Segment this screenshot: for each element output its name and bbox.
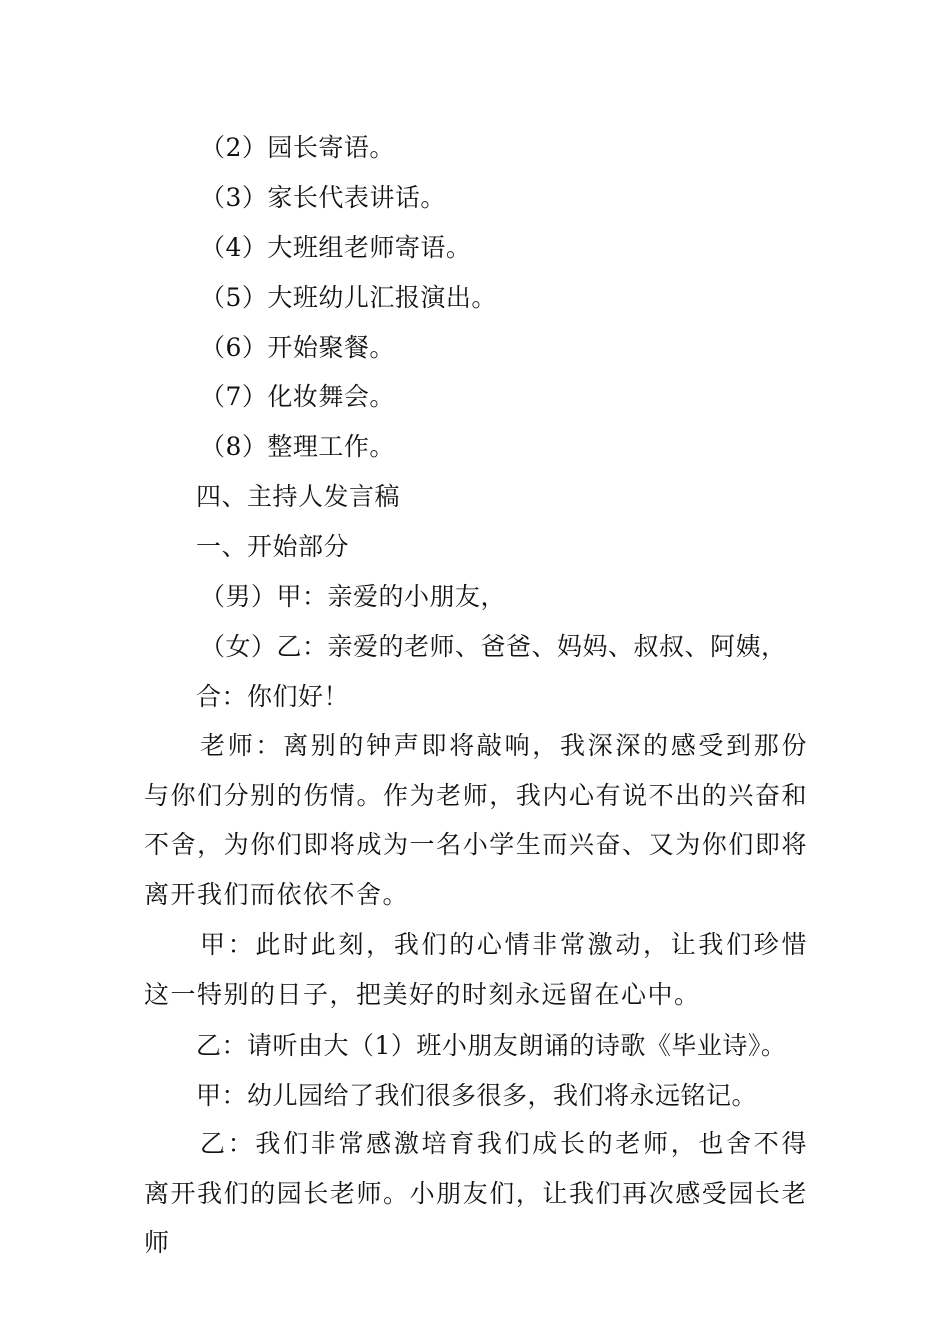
dialog-line-male: （男）甲：亲爱的小朋友， [200,582,507,611]
paragraph-teacher: 老师：离别的钟声即将敲响，我深深的感受到那份与你们分别的伤情。作为老师，我内心有说不出的兴奋和不舍，为你们即将成为一名小学生而兴奋、又为你们即将离开我们而依依不舍。 [144,731,808,910]
list-item-4: （4）大班组老师寄语。 [200,233,472,262]
list-item-7: （7）化妆舞会。 [200,382,395,411]
paragraph-jia: 甲：此时此刻，我们的心情非常激动，让我们珍惜这一特别的日子，把美好的时刻永远留在心中。 [144,930,808,1009]
list-item-6: （6）开始聚餐。 [200,333,395,362]
section-heading: 四、主持人发言稿 [196,482,401,511]
dialog-line-female: （女）乙：亲爱的老师、爸爸、妈妈、叔叔、阿姨， [200,632,787,661]
subsection-heading: 一、开始部分 [196,532,350,561]
paragraph-yi-thanks: 乙：我们非常感激培育我们成长的老师，也舍不得离开我们的园长老师。小朋友们，让我们再次感受园长老师 [144,1129,808,1258]
line-yi-poem: 乙：请听由大（1）班小朋友朗诵的诗歌《毕业诗》。 [196,1031,787,1060]
dialog-line-together: 合：你们好！ [196,682,350,711]
list-item-8: （8）整理工作。 [200,432,395,461]
list-item-3: （3）家长代表讲话。 [200,183,446,212]
list-item-5: （5）大班幼儿汇报演出。 [200,283,497,312]
list-item-2: （2）园长寄语。 [200,133,395,162]
line-jia-kindergarten: 甲：幼儿园给了我们很多很多，我们将永远铭记。 [196,1081,758,1110]
